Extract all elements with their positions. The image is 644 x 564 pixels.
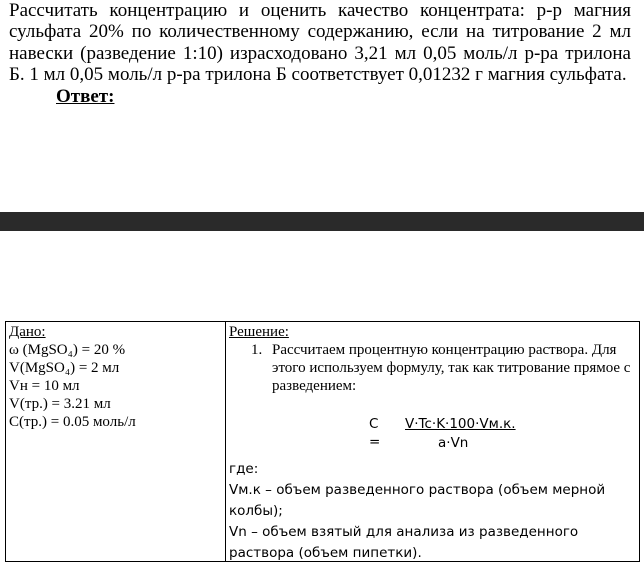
step-number: 1. <box>251 342 263 358</box>
given-item: V(MgSO₄) = 2 мл <box>9 360 120 376</box>
given-cell <box>6 322 226 562</box>
answer-label: Ответ: <box>56 86 115 107</box>
separator-bar <box>0 212 644 231</box>
given-item: ω (MgSO₄) = 20 % <box>9 342 126 358</box>
where-label: где: <box>229 461 259 477</box>
formula-denominator: a·Vn <box>438 435 469 451</box>
given-header: Дано: <box>9 324 46 340</box>
solution-header: Решение: <box>229 324 289 340</box>
problem-line-1: Рассчитать концентрацию и оценить качество концентрата: р-р магния <box>9 0 631 21</box>
given-item: V(тр.) = 3.21 мл <box>9 396 111 412</box>
problem-text: сульфата 20% по количественному содержанию, если на титрование 2 мл навески (разведение 1:10) израсходовано 3,21 мл 0,05 моль/л р-ра трилона Б. 1 мл 0,05 моль/л р-ра трилона Б соответствует 0,01232 г магния сульфата. <box>9 21 631 85</box>
formula-lhs: С = <box>369 416 381 450</box>
given-item: С(тр.) = 0.05 моль/л <box>9 414 136 430</box>
step-text: Рассчитаем процентную концентрацию раствора. Для этого используем формулу, так как титрование прямое с разведением: <box>272 342 631 394</box>
formula-numerator: V·Tc·K·100·Vм.к. <box>405 416 516 432</box>
definition-vmk: Vм.к – объем разведенного раствора (объем мерной колбы); <box>229 482 606 519</box>
problem-statement <box>9 0 631 85</box>
solution-table <box>5 321 640 562</box>
definition-vn: Vn – объем взятый для анализа из разведенного раствора (объем пипетки). <box>229 524 579 561</box>
given-item: Vн = 10 мл <box>9 378 80 394</box>
solution-cell <box>226 322 640 562</box>
solution-step <box>251 341 631 395</box>
